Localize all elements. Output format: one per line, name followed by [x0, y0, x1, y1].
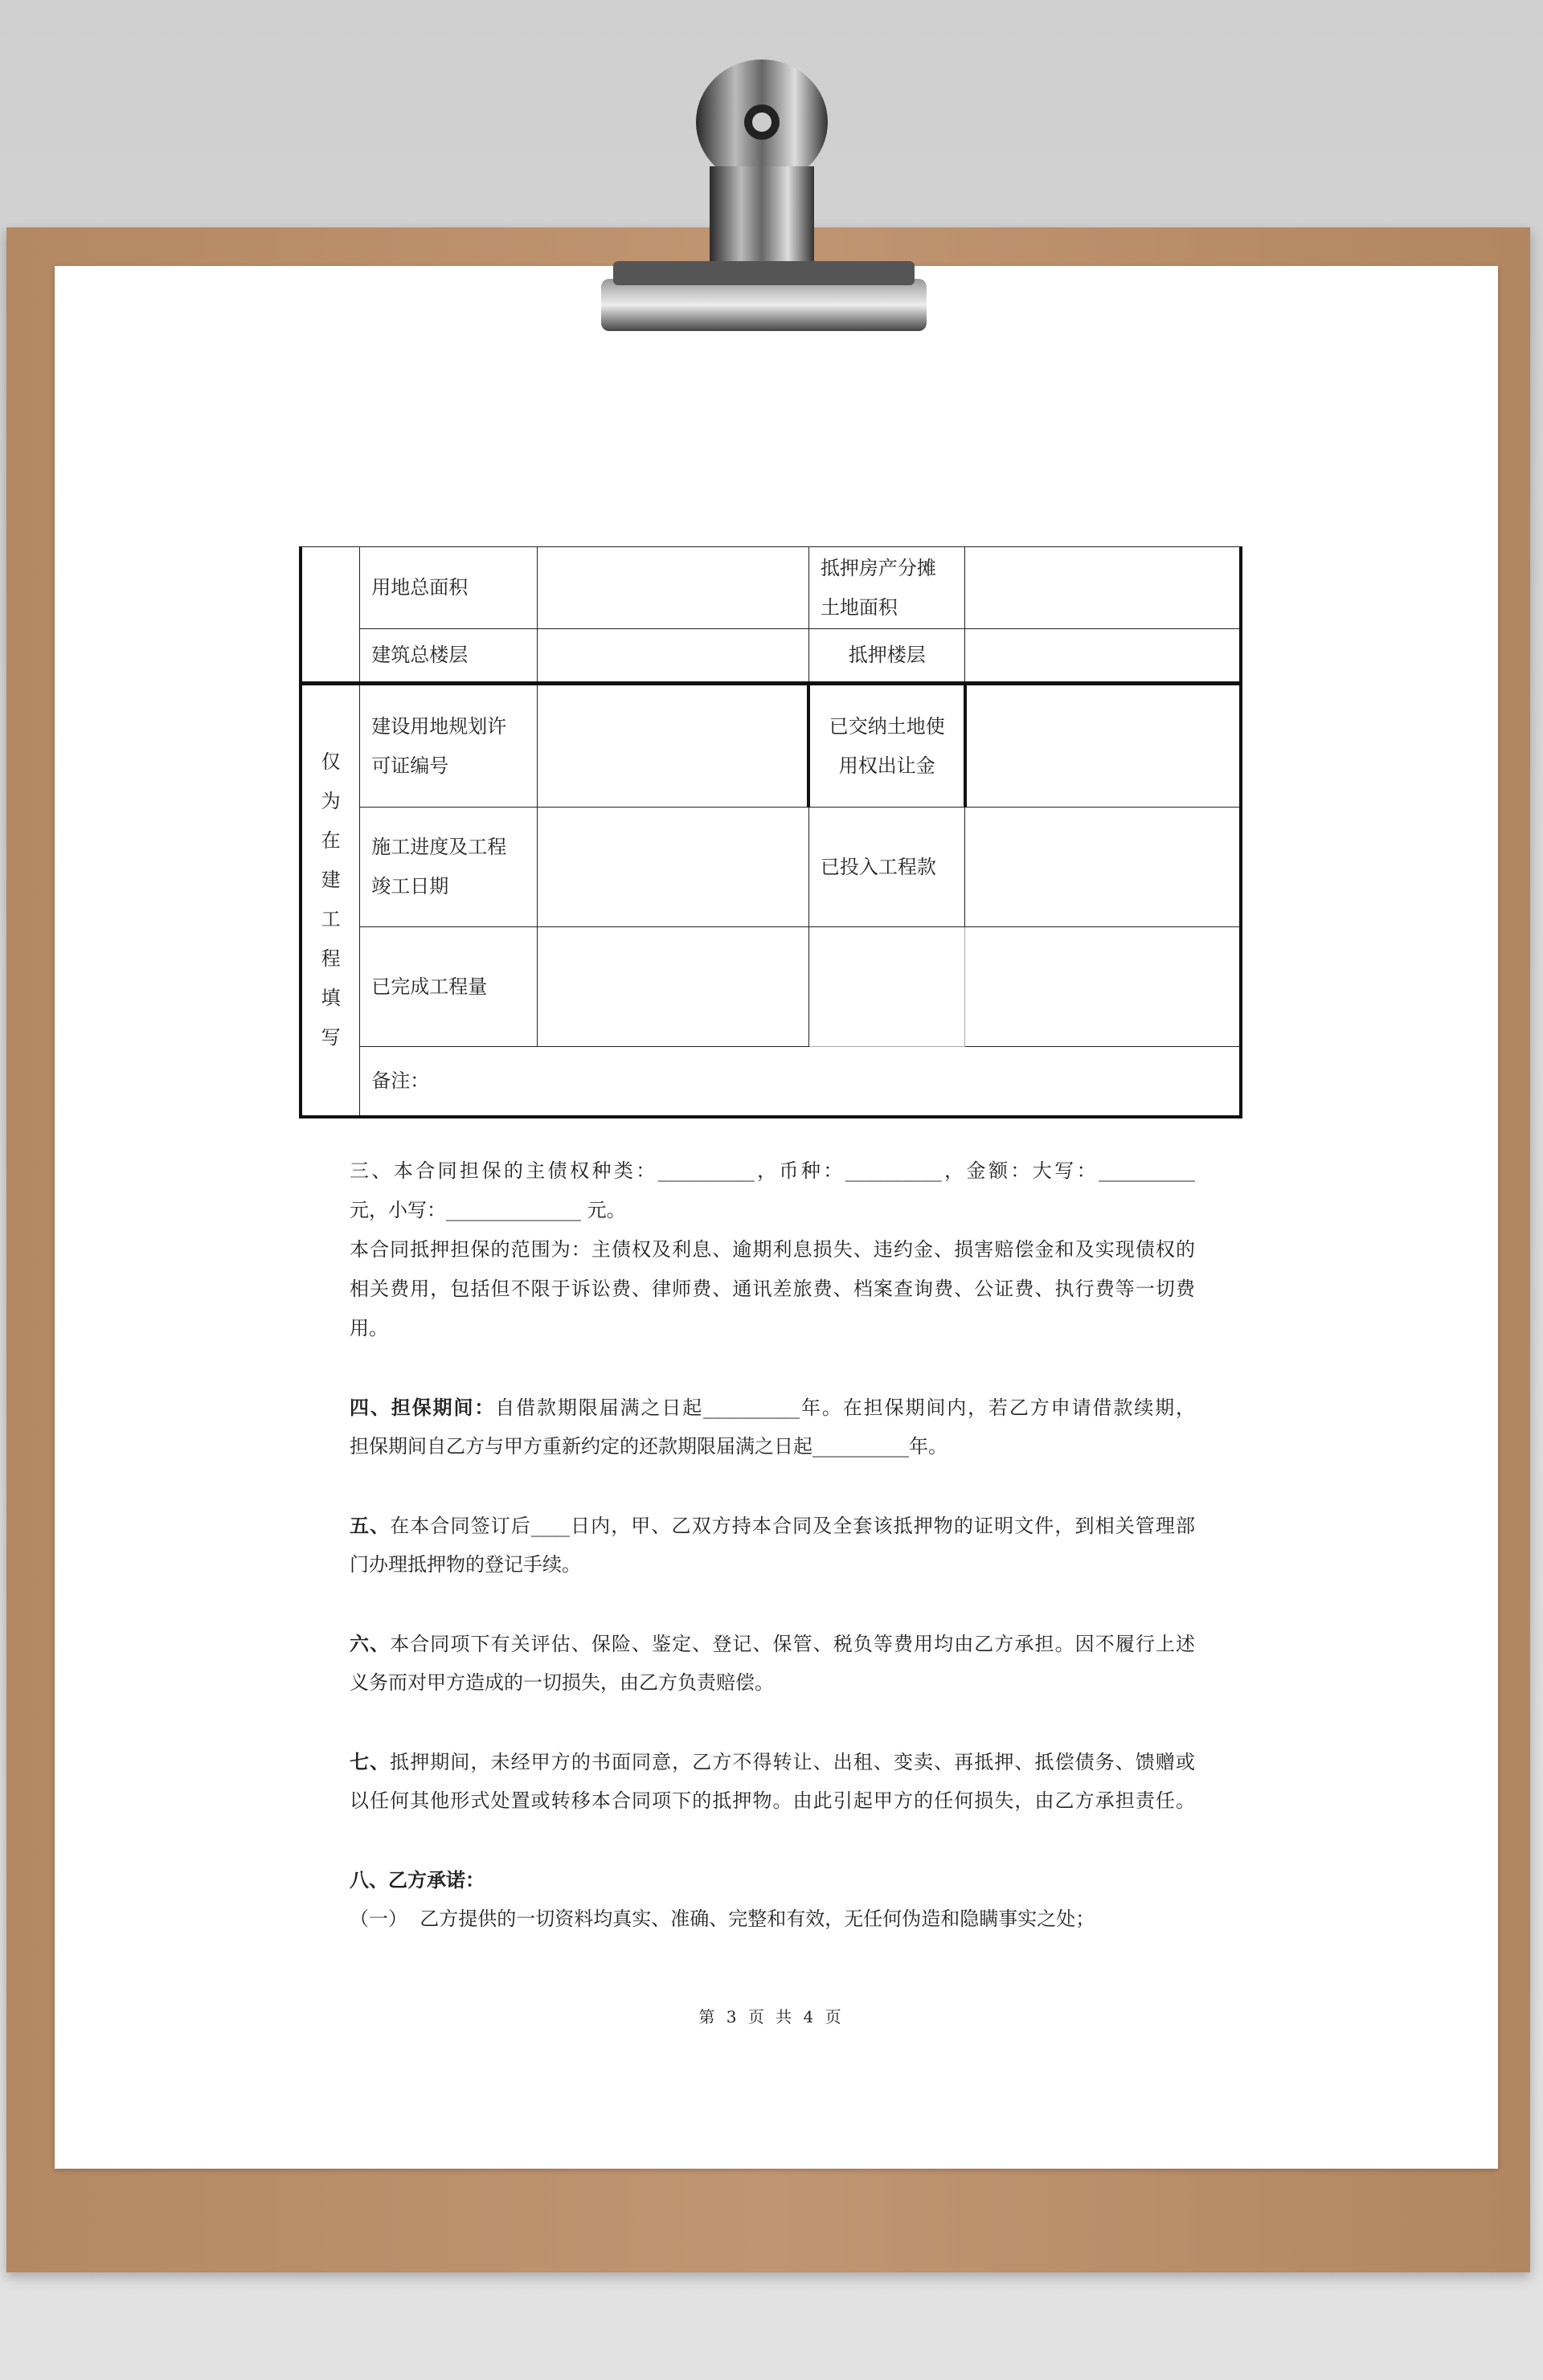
page-number: 第 3 页 共 4 页 [698, 2007, 845, 2026]
label-invested-amount: 已投入工程款 [808, 808, 965, 927]
clause-5-line-1: 在本合同签订后____日内，甲、乙双方持本合同及全套该抵押物的证明文件，到相关管理部 [390, 1515, 1196, 1537]
clause-3-line-4: 相关费用，包括但不限于诉讼费、律师费、通讯差旅费、档案查询费、公证费、执行费等一切费 [350, 1278, 1195, 1300]
clause-6-heading: 六、 [350, 1632, 391, 1655]
value-mortgaged-floors[interactable] [965, 629, 1241, 684]
value-planning-permit-no[interactable] [537, 684, 808, 808]
clause-4-line-1: 自借款期限届满之日起__________年。在担保期间内，若乙方申请借款续期， [495, 1397, 1196, 1419]
clause-8-item-1: （一） 乙方提供的一切资料均真实、准确、完整和有效，无任何伪造和隐瞒事实之处； [350, 1908, 1095, 1930]
clause-8-heading: 八、乙方承诺： [350, 1868, 485, 1891]
contract-clauses [350, 1151, 1195, 1939]
value-land-area[interactable] [537, 547, 808, 629]
blank-cell [808, 927, 965, 1047]
label-completed-work: 已完成工程量 [360, 927, 538, 1047]
clause-3-line-2: 元，小写：______________ 元。 [350, 1199, 626, 1221]
clause-3-line-3: 本合同抵押担保的范围为：主债权及利息、逾期利息损失、违约金、损害赔偿金和及实现债权的 [350, 1238, 1195, 1261]
clause-5-heading: 五、 [350, 1514, 391, 1537]
clause-5-line-2: 门办理抵押物的登记手续。 [350, 1553, 581, 1576]
label-mortgaged-floors: 抵押楼层 [808, 629, 965, 684]
label-total-floors: 建筑总楼层 [360, 629, 538, 684]
clause-7-line-1: 抵押期间，未经甲方的书面同意，乙方不得转让、出租、变卖、再抵押、抵偿债务、馈赠或 [390, 1751, 1196, 1773]
remarks-field[interactable]: 备注： [360, 1047, 1241, 1117]
clause-6-line-2: 义务而对甲方造成的一切损失，由乙方负责赔偿。 [350, 1671, 774, 1694]
property-info-table [299, 546, 1242, 1118]
value-total-floors[interactable] [537, 629, 808, 684]
clause-4-heading: 四、担保期间： [350, 1396, 496, 1419]
clause-3-line-1: 三、本合同担保的主债权种类：__________，币种：__________，金额：大写：__________ [350, 1159, 1195, 1182]
clause-7-line-2: 以任何其他形式处置或转移本合同项下的抵押物。由此引起甲方的任何损失，由乙方承担责任。 [350, 1789, 1195, 1812]
value-land-transfer-fee[interactable] [965, 684, 1241, 808]
clause-6-line-1: 本合同项下有关评估、保险、鉴定、登记、保管、税负等费用均由乙方承担。因不履行上述 [390, 1633, 1196, 1655]
clause-4-line-2: 担保期间自乙方与甲方重新约定的还款期限届满之日起__________年。 [350, 1435, 947, 1458]
label-planning-permit-no: 建设用地规划许可证编号 [360, 684, 538, 808]
value-completed-work[interactable] [537, 927, 808, 1047]
value-construction-progress[interactable] [537, 808, 808, 927]
value-invested-amount[interactable] [965, 808, 1241, 927]
binder-clip-icon [577, 46, 949, 351]
label-land-area: 用地总面积 [360, 547, 538, 629]
label-land-transfer-fee: 已交纳土地使用权出让金 [808, 684, 965, 808]
clause-3-line-5: 用。 [350, 1317, 388, 1339]
clause-7-heading: 七、 [350, 1750, 391, 1773]
side-label-under-construction: 仅为在建工程填写 [301, 684, 360, 1117]
label-shared-land-area: 抵押房产分摊土地面积 [808, 547, 965, 629]
side-cell-empty [301, 547, 360, 684]
label-construction-progress: 施工进度及工程竣工日期 [360, 808, 538, 927]
value-shared-land-area[interactable] [965, 547, 1241, 629]
blank-value-cell[interactable] [965, 927, 1241, 1047]
